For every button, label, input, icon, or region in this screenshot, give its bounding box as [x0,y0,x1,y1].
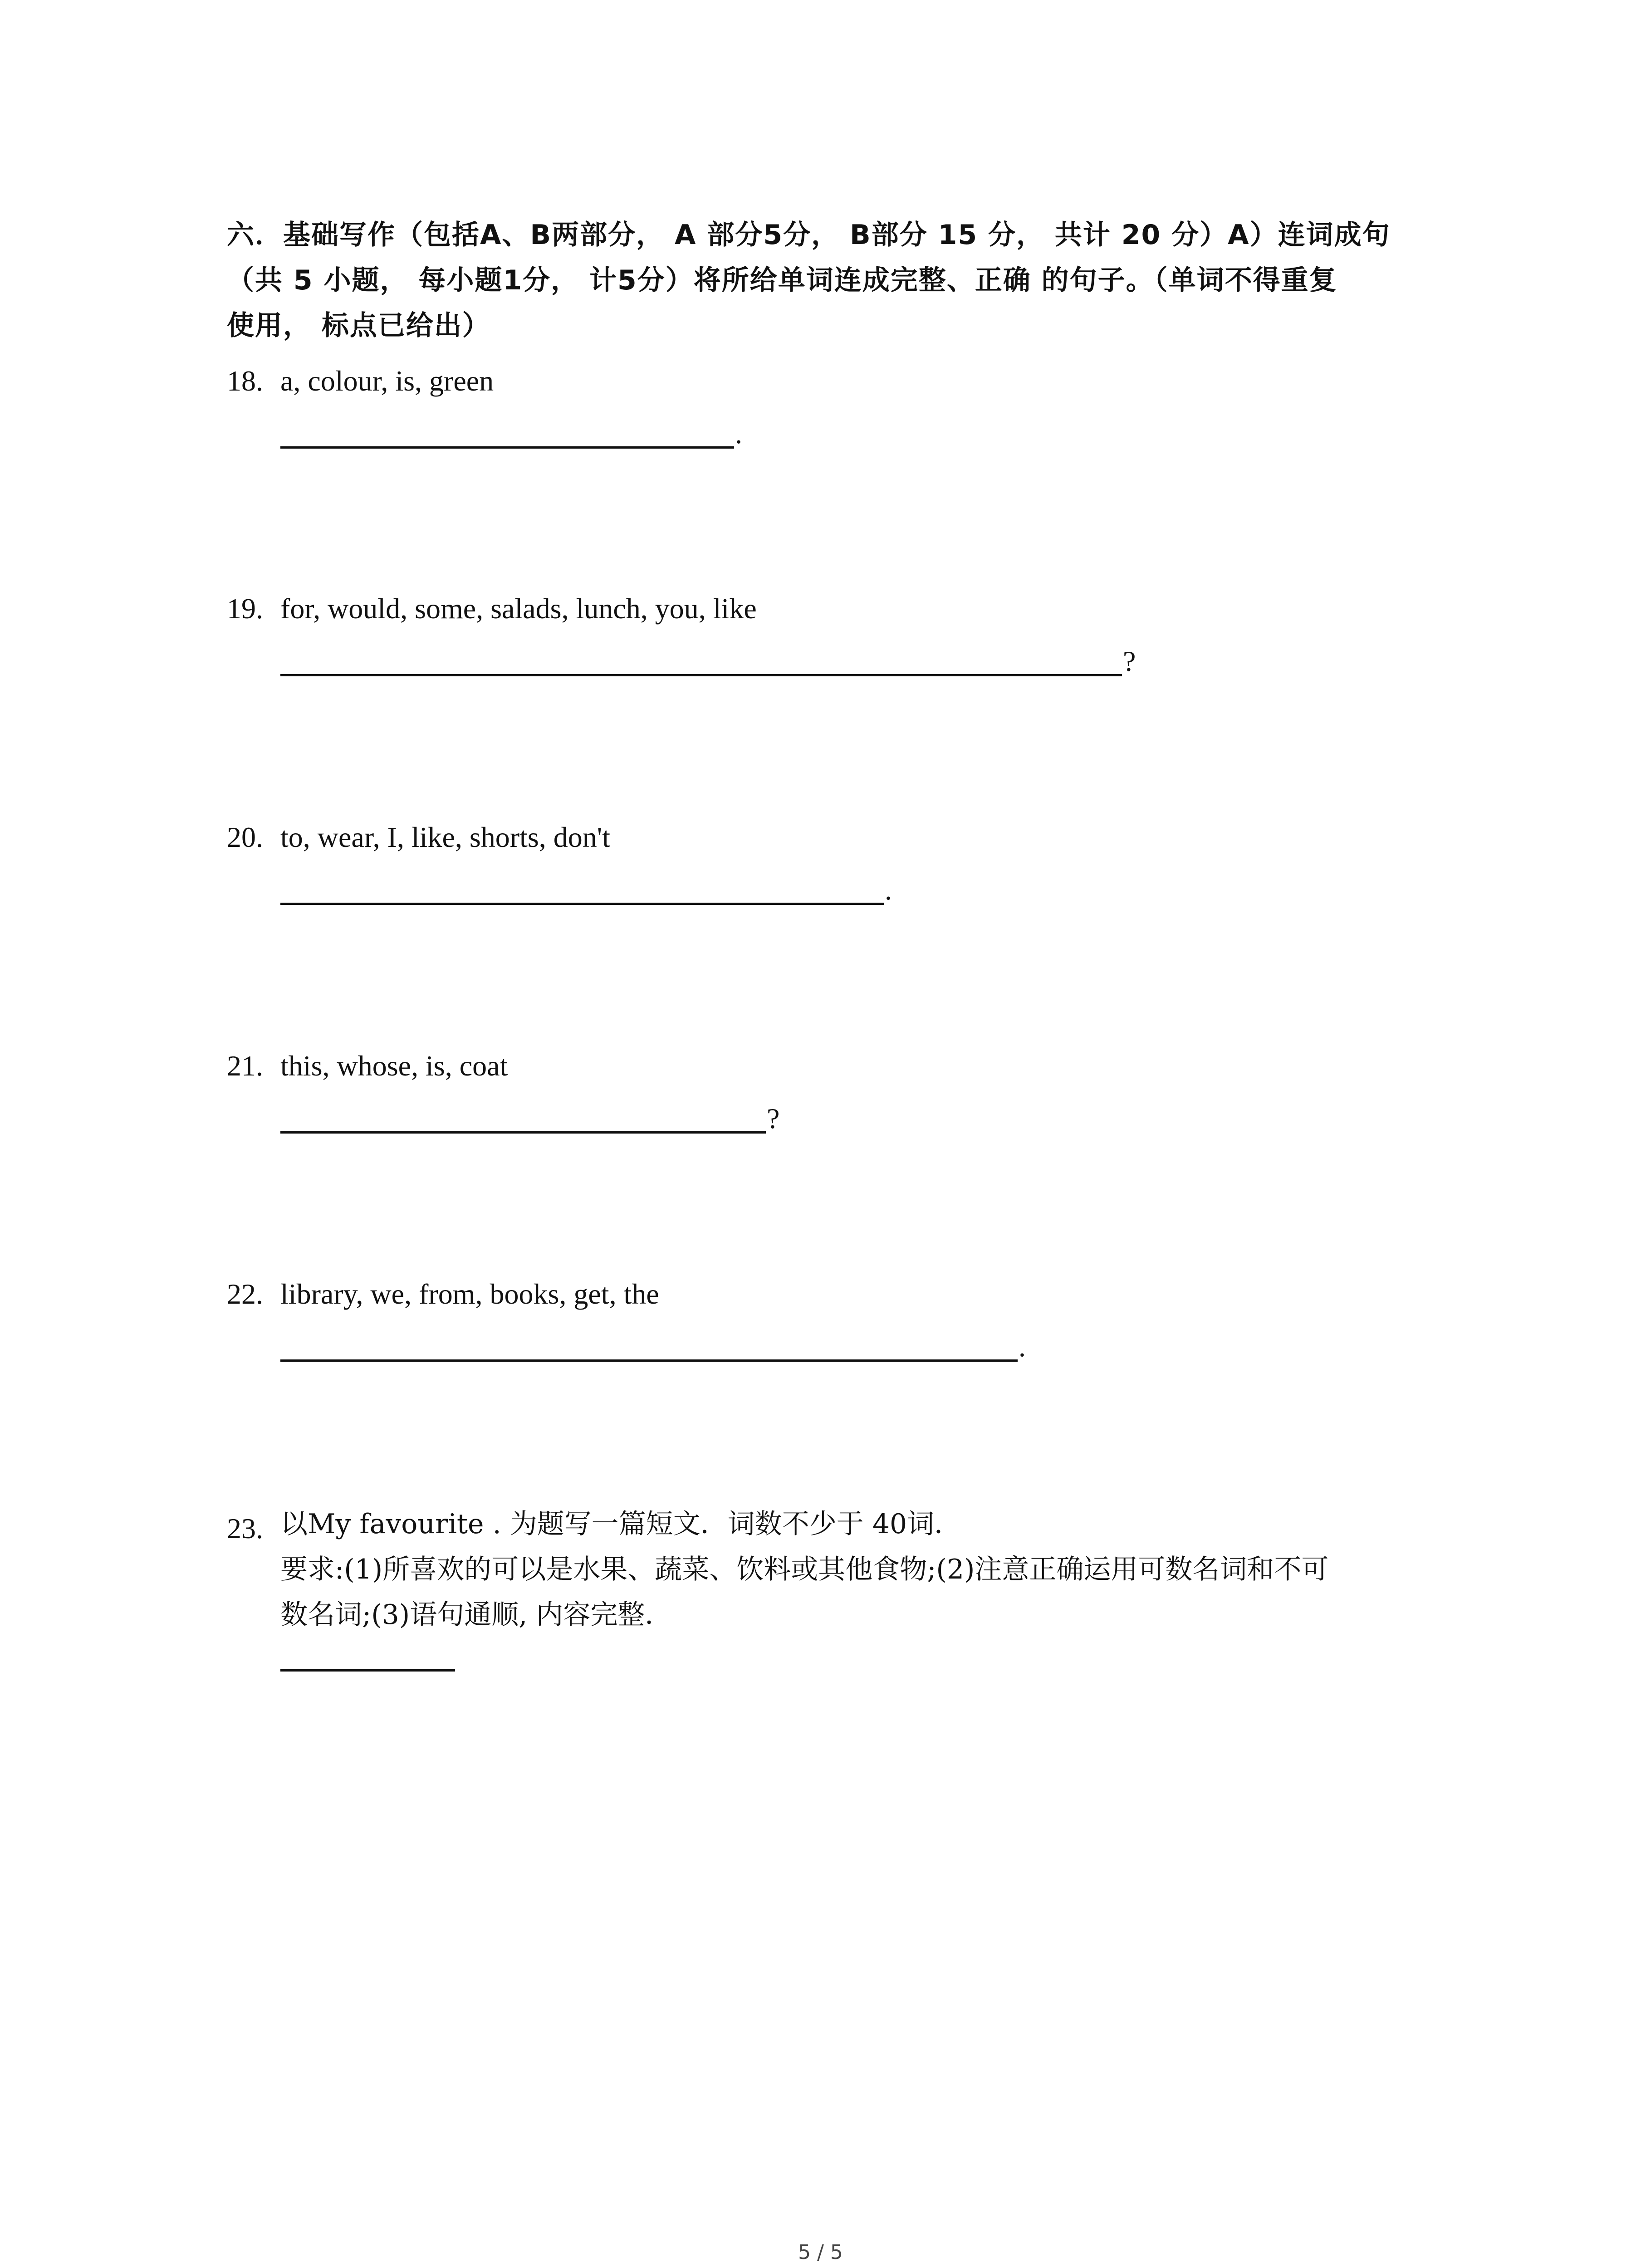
essay-prompt: 以My favourite . 为题写一篇短文．词数不少于 40词． [280,1508,962,1540]
end-punctuation: . [885,874,892,906]
answer-blank[interactable] [280,866,884,905]
section-heading-line-2: （共 5 小题， 每小题1分， 计5分）将所给单词连成完整、正确 的句子。（单词不得重复 [227,264,1337,296]
question-words: a, colour, is, green [280,365,494,397]
question-words: to, wear, I, like, shorts, don't [280,821,611,853]
end-punctuation: ? [1123,645,1136,677]
end-punctuation: . [1019,1330,1026,1363]
page-number: 5 / 5 [798,2241,843,2264]
answer-blank[interactable] [280,638,1122,676]
question-number: 20. [227,821,263,853]
section-heading-line-3: 使用， 标点已给出） [227,310,490,342]
requirement-line-1: 要求:(1)所喜欢的可以是水果、蔬菜、饮料或其他食物;(2)注意正确运用可数名词和不可 [280,1554,1329,1585]
end-punctuation: . [735,417,742,450]
question-number: 23. [227,1512,263,1545]
section-heading [227,212,1461,348]
essay-requirements [280,1547,1460,1637]
question-number: 18. [227,365,263,397]
answer-blank[interactable] [280,1095,766,1134]
question-words: this, whose, is, coat [280,1050,508,1082]
question-number: 19. [227,592,263,625]
answer-blank[interactable] [280,1323,1018,1362]
question-number: 21. [227,1050,263,1082]
question-number: 22. [227,1278,263,1310]
answer-blank[interactable] [280,410,734,449]
essay-answer-blank[interactable] [280,1651,455,1672]
requirement-line-2: 数名词;(3)语句通顺, 内容完整． [280,1599,672,1631]
question-words: for, would, some, salads, lunch, you, like [280,592,757,625]
section-heading-line-1: 六．基础写作（包括A、B两部分， A 部分5分， B部分 15 分， 共计 20 分）A）连词成句 [227,219,1391,251]
end-punctuation: ? [767,1102,780,1134]
question-words: library, we, from, books, get, the [280,1278,659,1310]
